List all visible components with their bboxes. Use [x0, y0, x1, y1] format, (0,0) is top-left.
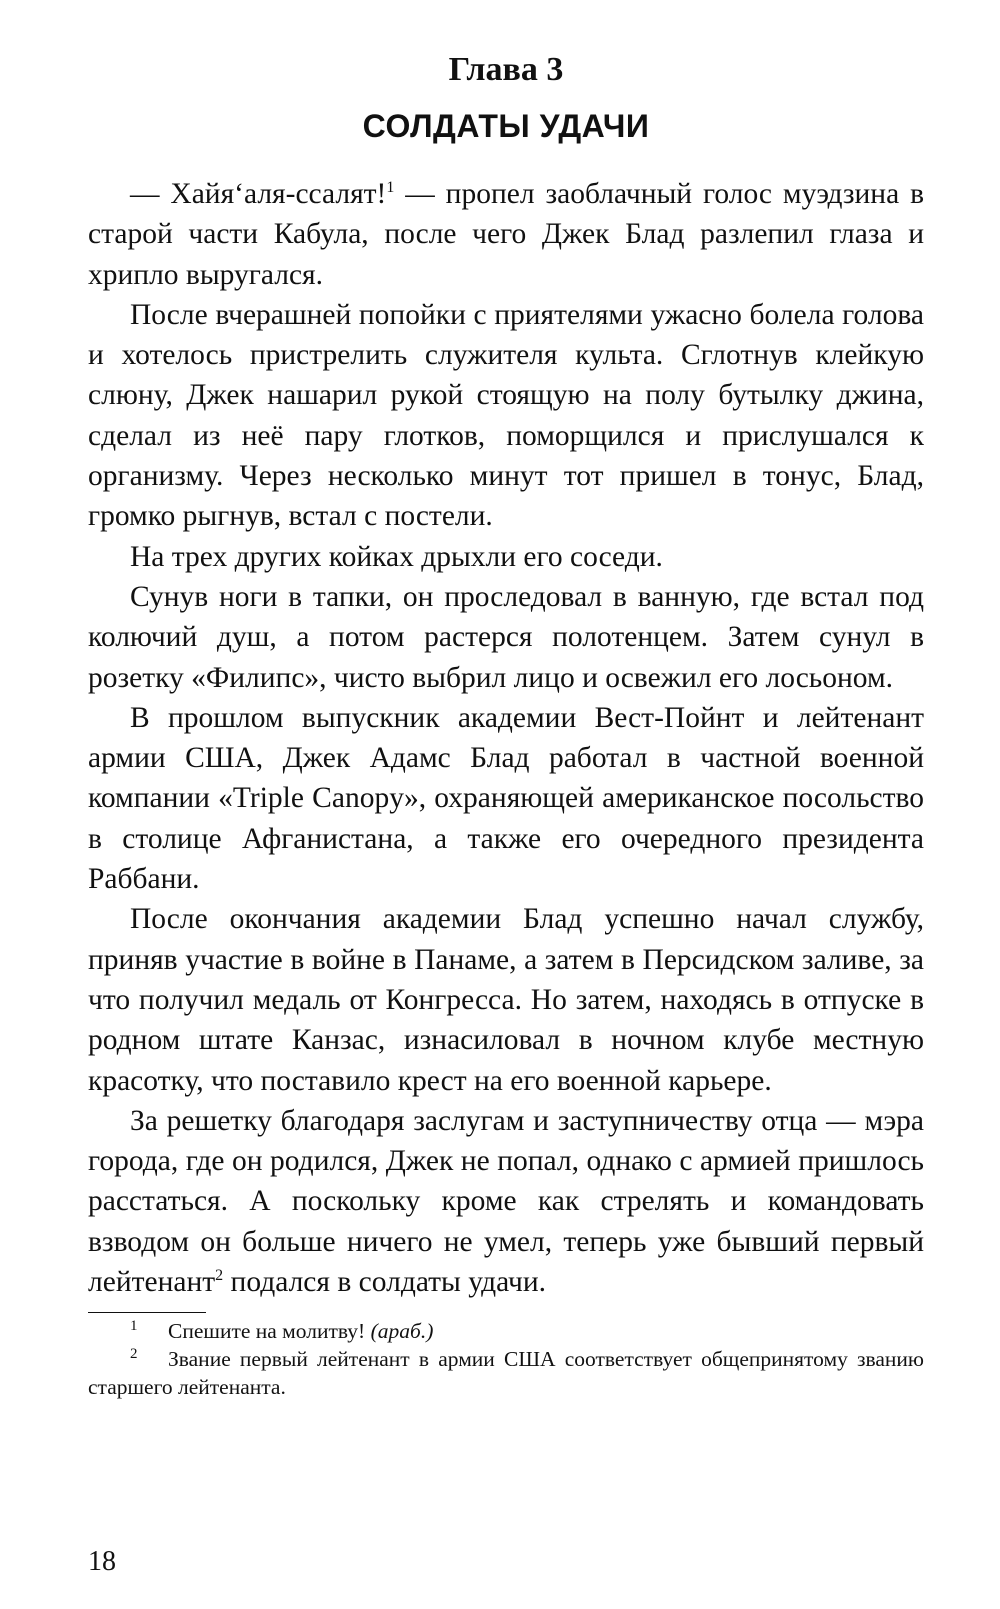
- paragraph: После вчерашней попойки с приятелями ужасно болела голова и хотелось пристрелить служителя культа. Сглотнув клейкую слюну, Джек нашарил рукой стоящую на полу бутылку джина, сделал из неё пару глотков, поморщился и прислушался к организму. Через несколько минут тот пришел в тонус, Блад, громко рыгнув, встал с постели.: [88, 298, 924, 533]
- paragraph: После окончания академии Блад успешно начал службу, приняв участие в войне в Панаме, а затем в Персидском заливе, за что получил медаль от Конгресса. Но затем, находясь в отпуске в родном штате Канзас, изнасиловал в ночном клубе местную красотку, что поставило крест на его военной карьере.: [88, 903, 924, 1097]
- paragraph: [88, 1101, 924, 1302]
- book-page: [88, 44, 924, 1401]
- chapter-number: Глава 3: [448, 51, 564, 88]
- footnote: 2 Звание первый лейтенант в армии США соответствует общепринятому званию старшего лейтенанта.: [88, 1346, 924, 1400]
- footnote-ref: 2: [215, 1267, 224, 1285]
- paragraph: В прошлом выпускник академии Вест-Пойнт и лейтенант армии США, Джек Адамс Блад работал в частной военной компании «Triple Canopy», охраняющей американское посольство в столице Афганистана, а также его очередного президента Раббани.: [88, 701, 924, 896]
- footnote-ref: 1: [386, 179, 395, 197]
- footnote: 1 Спешите на молитву! (араб.): [130, 1318, 434, 1344]
- paragraph-text: — пропел заоблачный голос муэдзина в старой части Кабула, после чего Джек Блад разлепил глаза и хрипло выругался.: [88, 178, 924, 291]
- footnote-text: Спешите на молитву!: [168, 1319, 371, 1344]
- footnote-text: Звание первый лейтенант в армии США соответствует общепринятому званию старшего лейтенанта.: [88, 1347, 924, 1400]
- paragraph-text: подался в солдаты удачи.: [223, 1266, 547, 1299]
- paragraph: Сунув ноги в тапки, он проследовал в ванную, где встал под колючий душ, а потом растерся полотенцем. Затем сунул в розетку «Филипс», чисто выбрил лицо и освежил его лосьоном.: [88, 580, 924, 694]
- paragraph-text: За решетку благодаря заслугам и заступничеству отца — мэра города, где он родился, Джек не попал, однако с армией пришлось расстаться. А поскольку кроме как стрелять и командовать взводом он больше ничего не умел, теперь уже бывший первый лейтенант: [88, 1104, 924, 1299]
- chapter-title: СОЛДАТЫ УДАЧИ: [362, 108, 650, 144]
- footnote-language-note: (араб.): [370, 1319, 434, 1344]
- paragraph: На трех других койках дрыхли его соседи.: [130, 540, 663, 573]
- paragraph: [88, 174, 924, 295]
- footnote-divider: [88, 1312, 206, 1313]
- chapter-body: [88, 174, 924, 1302]
- footnotes: [88, 1317, 924, 1401]
- page-number: 18: [88, 1546, 116, 1577]
- paragraph-text: — Хайя‘аля-ссалят!: [130, 178, 387, 210]
